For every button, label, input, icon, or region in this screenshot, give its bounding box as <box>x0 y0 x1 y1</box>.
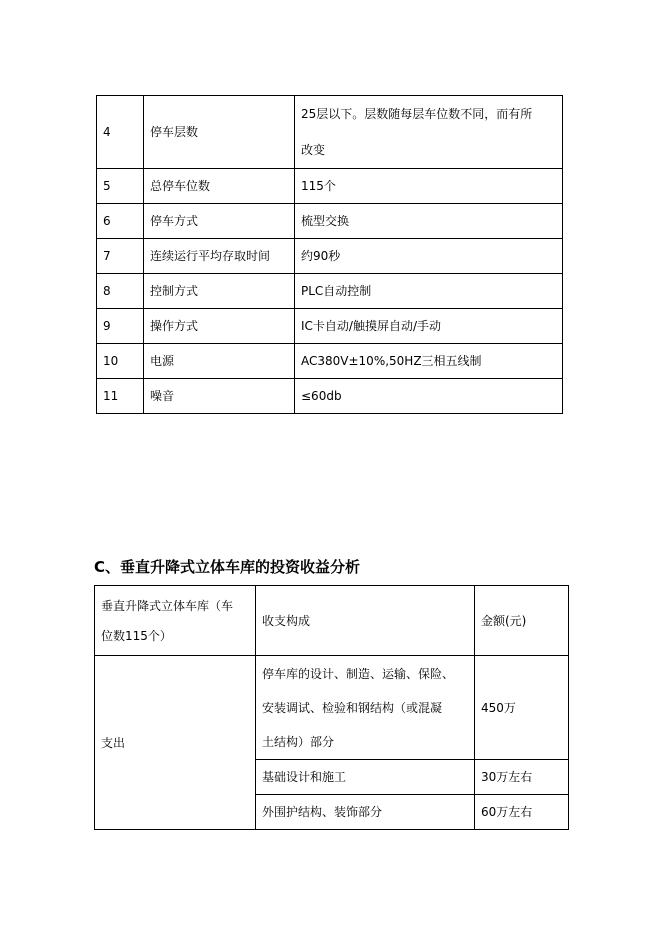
row-item: 停车层数 <box>144 96 295 169</box>
value-line: 改变 <box>301 143 326 157</box>
row-number: 6 <box>97 204 144 239</box>
row-value: AC380V±10%,50HZ三相五线制 <box>295 344 563 379</box>
header-cell-composition: 收支构成 <box>256 586 475 656</box>
row-value: 梳型交换 <box>295 204 563 239</box>
row-value: ≤60db <box>295 379 563 414</box>
header-line: 垂直升降式立体车库（车 <box>101 598 234 613</box>
row-number: 4 <box>97 96 144 169</box>
table-row <box>97 239 563 274</box>
table-row <box>97 309 563 344</box>
spec-table <box>96 95 563 414</box>
item-cell: 基础设计和施工 <box>256 760 475 795</box>
row-value: PLC自动控制 <box>295 274 563 309</box>
section-heading: C、垂直升降式立体车库的投资收益分析 <box>94 558 361 576</box>
row-number: 5 <box>97 169 144 204</box>
row-item: 电源 <box>144 344 295 379</box>
item-line: 安装调试、检验和钢结构（或混凝 <box>262 700 443 715</box>
header-line: 位数115个） <box>101 628 172 643</box>
table-row <box>97 204 563 239</box>
item-cell: 外围护结构、装饰部分 <box>256 795 475 830</box>
row-item: 操作方式 <box>144 309 295 344</box>
row-value: 约90秒 <box>295 239 563 274</box>
table-row <box>95 656 569 760</box>
category-cell: 支出 <box>95 656 256 830</box>
row-number: 8 <box>97 274 144 309</box>
amount-cell: 30万左右 <box>475 760 569 795</box>
table-row <box>97 344 563 379</box>
row-item: 总停车位数 <box>144 169 295 204</box>
table-row <box>97 169 563 204</box>
item-line: 停车库的设计、制造、运输、保险、 <box>262 666 455 681</box>
row-number: 7 <box>97 239 144 274</box>
table-row <box>97 274 563 309</box>
table-row <box>97 96 563 169</box>
item-cell <box>256 656 475 760</box>
amount-cell: 60万左右 <box>475 795 569 830</box>
row-item: 连续运行平均存取时间 <box>144 239 295 274</box>
table-header-row <box>95 586 569 656</box>
row-value <box>295 96 563 169</box>
row-value: IC卡自动/触摸屏自动/手动 <box>295 309 563 344</box>
item-line: 土结构）部分 <box>262 734 335 749</box>
header-cell-project <box>95 586 256 656</box>
row-item: 控制方式 <box>144 274 295 309</box>
row-item: 噪音 <box>144 379 295 414</box>
amount-cell: 450万 <box>475 656 569 760</box>
row-number: 9 <box>97 309 144 344</box>
value-line: 25层以下。层数随每层车位数不同，而有所 <box>301 107 533 121</box>
row-value: 115个 <box>295 169 563 204</box>
header-cell-amount: 金额(元) <box>475 586 569 656</box>
table-row <box>97 379 563 414</box>
row-number: 10 <box>97 344 144 379</box>
investment-table <box>94 585 569 830</box>
row-item: 停车方式 <box>144 204 295 239</box>
row-number: 11 <box>97 379 144 414</box>
